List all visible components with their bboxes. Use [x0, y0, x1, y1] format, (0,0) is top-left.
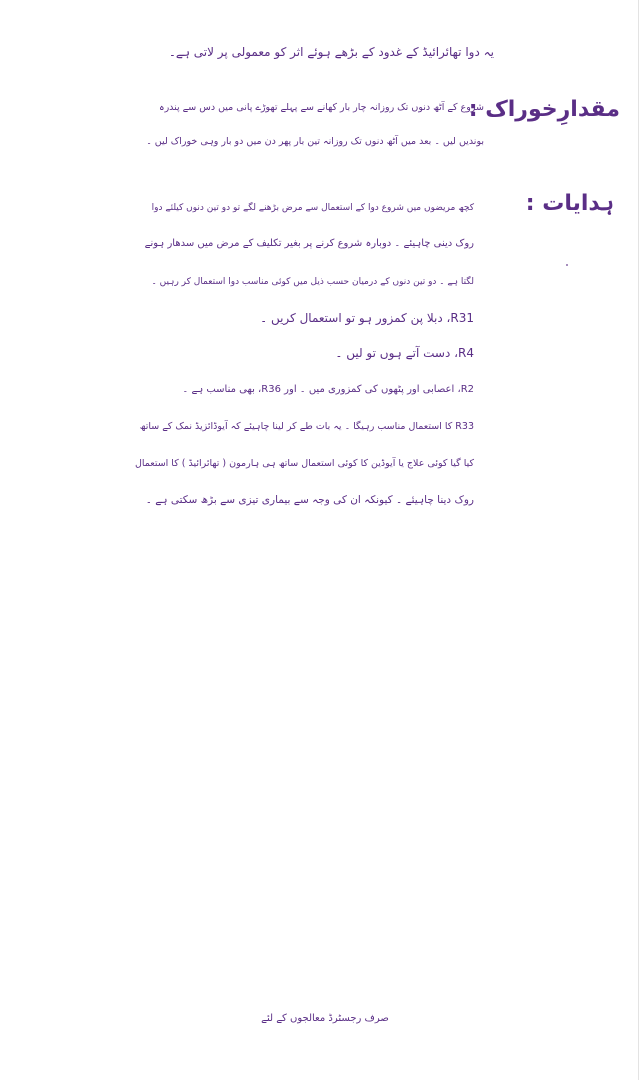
instructions-line-5: R4، دست آتے ہوں تو لیں ۔ — [335, 346, 474, 360]
instructions-line-6: R2، اعصابی اور پٹھوں کی کمزوری میں ۔ اور R36، بھی مناسب ہے ۔ — [182, 384, 474, 395]
instructions-line-8: کیا گیا کوئی علاج یا آیوڈین کا کوئی استعمال ساتھ ہی ہارمون ( تھائرائیڈ ) کا استعمال — [134, 458, 474, 469]
instructions-line-4: R31، دبلا پن کمزور ہو تو استعمال کریں ۔ — [260, 311, 474, 325]
dosage-line-1: شروع کے آٹھ دنوں تک روزانہ چار بار کھانے سے پہلے تھوڑے پانی میں دس سے پندرہ — [159, 102, 484, 113]
instructions-line-2: روک دینی چاہیئے ۔ دوبارہ شروع کرنے پر بغیر تکلیف کے مرض میں سدھار ہونے — [144, 238, 474, 249]
instructions-line-7: R33 کا استعمال مناسب رہیگا ۔ یہ بات طے کر لینا چاہیئے کہ آیوڈائزیڈ نمک کے ساتھ — [139, 421, 474, 432]
intro-line: یہ دوا تھائرائیڈ کے غدود کے بڑھے ہوئے اثر کو معمولی پر لاتی ہے۔ — [168, 45, 494, 59]
instructions-line-9: روک دینا چاہیئے ۔ کیونکہ ان کی وجہ سے بیماری تیزی سے بڑھ سکتی ہے ۔ — [145, 494, 474, 506]
instructions-heading: ہدایات : — [525, 191, 614, 216]
dosage-heading: مقدارِخوراک : — [468, 97, 620, 122]
stray-dot-mark — [566, 264, 568, 266]
instructions-line-3: لگتا ہے ۔ دو تین دنوں کے درمیان حسب ذیل میں کوئی مناسب دوا استعمال کر رہیں ۔ — [151, 277, 474, 287]
dosage-line-2: بوندیں لیں ۔ بعد میں آٹھ دنوں تک روزانہ تین بار پھر دن میں دو بار وہی خوراک لیں ۔ — [146, 136, 484, 147]
page-edge-line — [638, 0, 639, 1080]
instructions-line-1: کچھ مریضوں میں شروع دوا کے استعمال سے مرض بڑھنے لگے تو دو تین دنوں کیلئے دوا — [151, 203, 474, 213]
footer-note: صرف رجسٹرڈ معالجوں کے لئے — [261, 1013, 389, 1024]
